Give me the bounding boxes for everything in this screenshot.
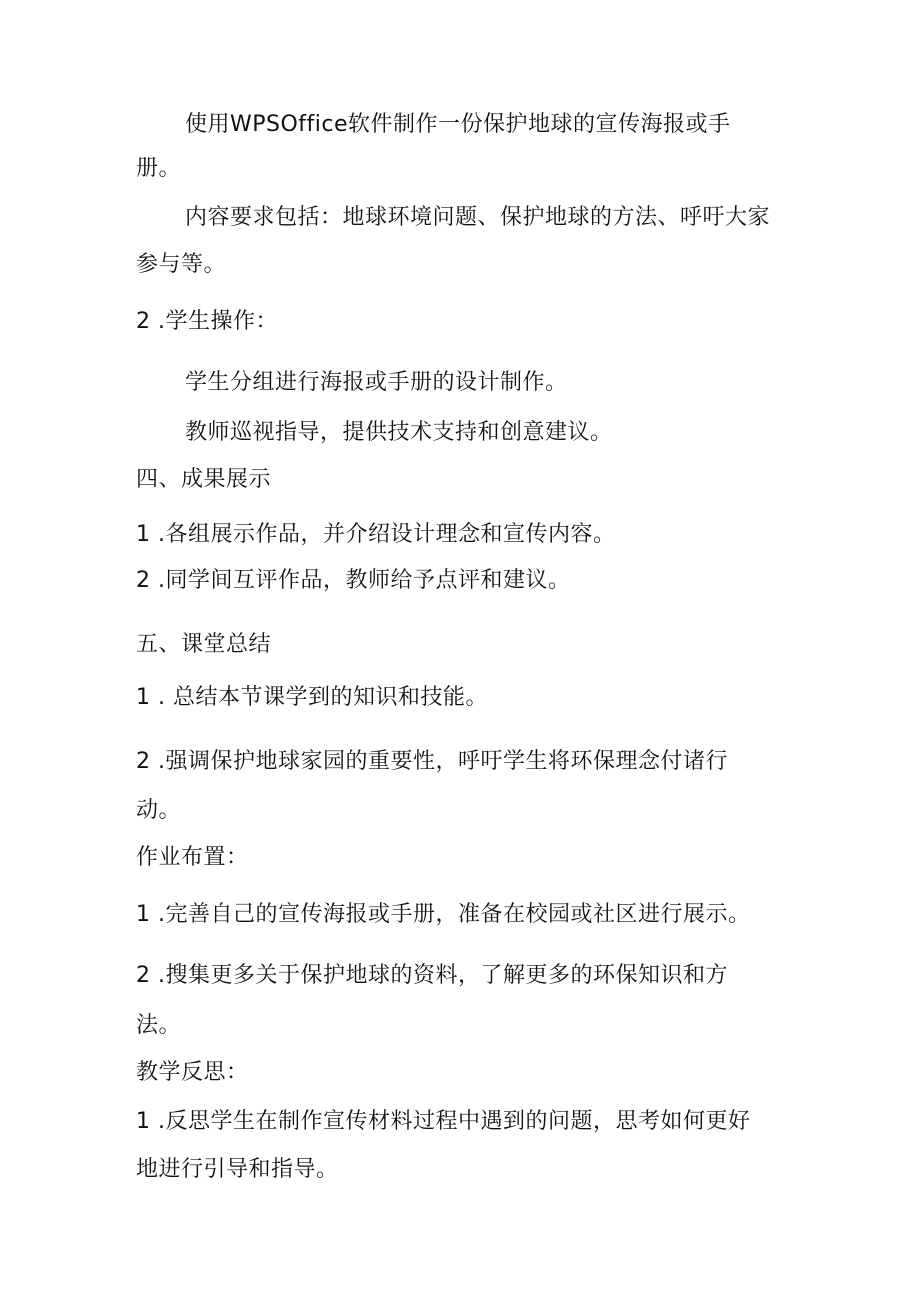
paragraph-line: 动。 [136,798,182,823]
list-item: 2 .同学间互评作品，教师给予点评和建议。 [136,568,571,593]
section-heading: 四、成果展示 [136,467,272,492]
paragraph-line: 教师巡视指导，提供技术支持和创意建议。 [185,420,613,445]
list-item: 1 .各组展示作品，并介绍设计理念和宣传内容。 [136,522,616,547]
paragraph-line: 参与等。 [136,252,227,277]
section-heading: 作业布置： [136,845,249,870]
paragraph-line: 使用WPSOffice软件制作一份保护地球的宣传海报或手 [185,112,731,137]
list-item: 2 .强调保护地球家园的重要性，呼吁学生将环保理念付诸行 [136,749,728,774]
paragraph-line: 内容要求包括：地球环境问题、保护地球的方法、呼吁大家 [185,205,771,230]
list-item: 2 .搜集更多关于保护地球的资料，了解更多的环保知识和方 [136,963,728,988]
list-item: 1 .反思学生在制作宣传材料过程中遇到的问题，思考如何更好 [136,1109,751,1134]
paragraph-line: 法。 [136,1013,182,1038]
section-heading: 教学反思： [136,1060,249,1085]
paragraph-line: 册。 [136,156,182,181]
paragraph-line: 学生分组进行海报或手册的设计制作。 [185,370,568,395]
section-heading: 五、课堂总结 [136,632,272,657]
list-item: 1 .完善自己的宣传海报或手册，准备在校园或社区进行展示。 [136,902,751,927]
paragraph-line: 地进行引导和指导。 [136,1157,339,1182]
list-item: 1 . 总结本节课学到的知识和技能。 [136,685,488,710]
list-item-heading: 2 .学生操作： [136,309,278,334]
